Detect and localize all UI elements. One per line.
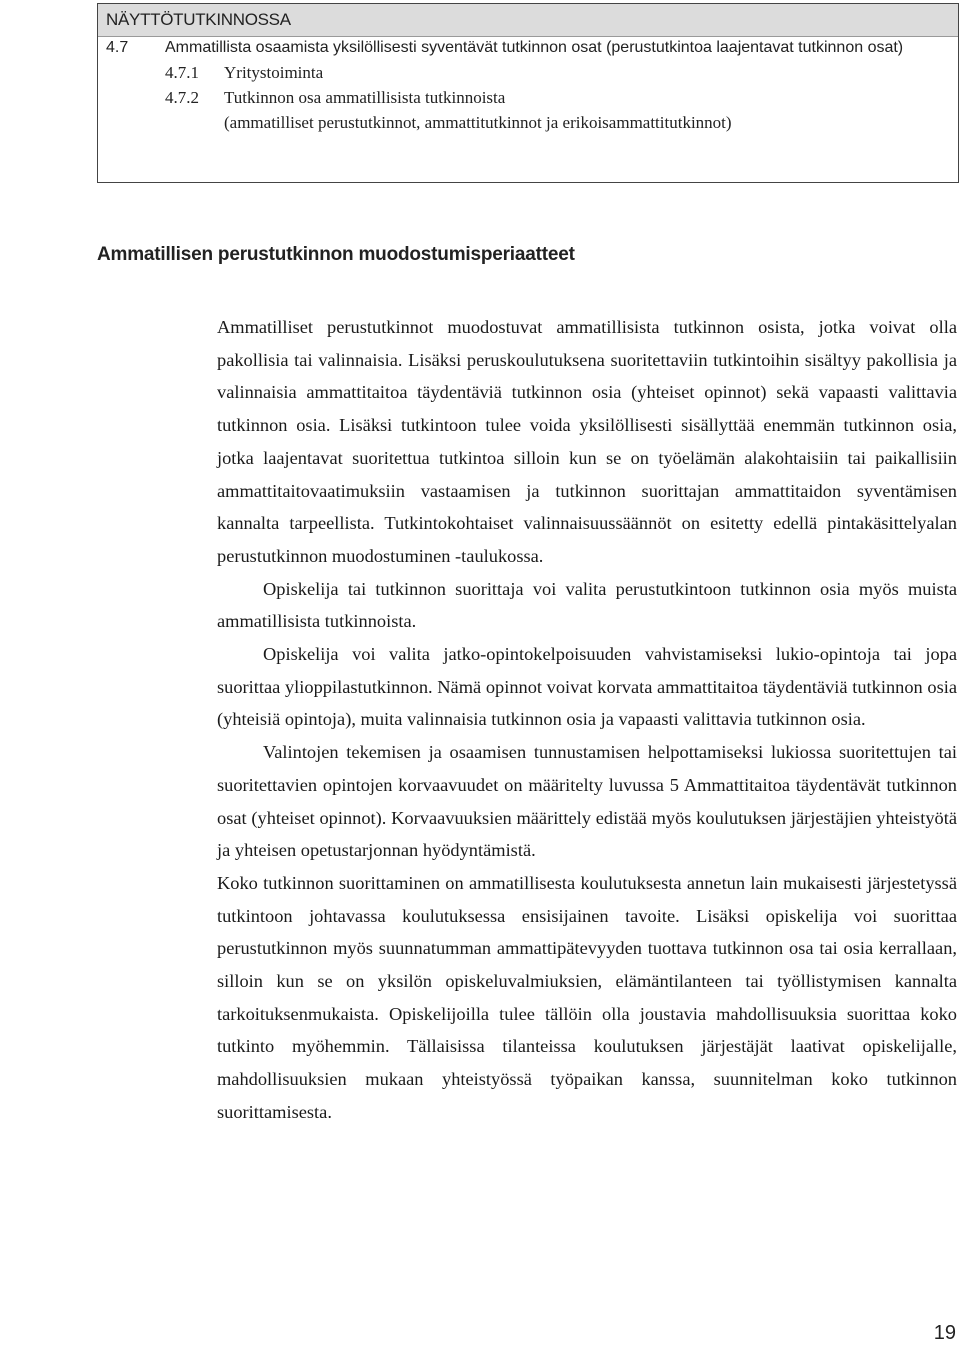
header-title-bar — [98, 4, 958, 37]
section-4-7-title: Ammatillista osaamista yksilöllisesti syventävät tutkinnon osat (perustutkintoa laajentavat tutkinnon osat) — [165, 39, 904, 56]
paragraph-4: Valintojen tekemisen ja osaamisen tunnustamisen helpottamiseksi lukiossa suoritettujen tai suoritettavien opintojen korvaavuudet on määritelty luvussa 5 Ammattitaitoa täydentävät tutkinnon osat (yhteiset opinnot). Korvaavuuksien määrittely edistää myös koulutuksen järjestäjien yhteistyötä ja yhteisen opetustarjonnan hyödyntämistä. — [217, 742, 957, 861]
section-4-7 — [106, 39, 903, 57]
section-4-7-number: 4.7 — [106, 39, 129, 56]
body-text — [217, 311, 957, 1129]
page-number: 19 — [933, 1322, 956, 1344]
section-4-7-1-title: Yritystoiminta — [224, 63, 324, 82]
section-4-7-1 — [165, 63, 323, 83]
paragraph-3: Opiskelija voi valita jatko-opintokelpoisuuden vahvistamiseksi lukio-opintoja tai jopa suorittaa ylioppilastutkinnon. Nämä opinnot voivat korvata ammattitaitoa täydentäviä tutkinnon osia (yhteisiä opintoja), muita valinnaisia tutkinnon osia ja vapaasti valittavia tutkinnon osia. — [217, 644, 957, 730]
paragraph-1: Ammatilliset perustutkinnot muodostuvat ammatillisista tutkinnon osista, jotka voivat olla pakollisia tai valinnaisia. Lisäksi peruskoulutuksena suoritettaviin tutkintoihin sisältyy pakollisia ja valinnaisia ammattitaitoa täydentäviä tutkinnon osia (yhteiset opinnot) sekä vapaasti valittavia tutkinnon osia. Lisäksi tutkintoon tulee voida yksilöllisesti sisällyttää enemmän tutkinnon osia, jotka laajentavat suoritettua tutkintoa silloin kun se on työelämän alakohtaisiin tai paikallisiin ammattitaitovaatimuksiin vastaamisen ja tutkinnon suorittajan ammattitaidon syventämisen kannalta tarpeellista. Tutkintokohtaiset valinnaisuussäännöt on esitetty edellä pintakäsittelyalan perustutkinnon muodostuminen -taulukossa. — [217, 317, 957, 566]
section-4-7-1-number: 4.7.1 — [165, 63, 199, 82]
section-heading: Ammatillisen perustutkinnon muodostumisperiaatteet — [97, 244, 575, 265]
section-4-7-2-title: Tutkinnon osa ammatillisista tutkinnoista — [224, 88, 506, 107]
header-title: NÄYTTÖTUTKINNOSSA — [106, 10, 291, 29]
section-4-7-2-number: 4.7.2 — [165, 88, 199, 107]
paragraph-5: Koko tutkinnon suorittaminen on ammatillisesta koulutuksesta annetun lain mukaisesti järjestetyssä tutkintoon johtavassa koulutuksessa ensisijainen tavoite. Lisäksi opiskelija voi suorittaa perustutkinnon myös suunnatumman ammattipätevyyden tuottava tutkinnon osa tai osia kerrallaan, silloin kun se on yksilön opiskeluvalmiuksien, elämäntilanteen tai työllistymisen kannalta tarkoituksenmukaista. Opiskelijoilla tulee tällöin olla joustavia mahdollisuuksia suorittaa koko tutkinto myöhemmin. Tällaisissa tilanteissa koulutuksen järjestäjät laativat opiskelijalle, mahdollisuuksien mukaan yhteistyössä työpaikan kanssa, suunnitelman koko tutkinnon suorittamisesta. — [217, 872, 957, 1122]
section-4-7-2-subtitle: (ammatilliset perustutkinnot, ammattitutkinnot ja erikoisammattitutkinnot) — [224, 113, 732, 132]
section-4-7-2 — [165, 88, 505, 108]
paragraph-2: Opiskelija tai tutkinnon suorittaja voi valita perustutkintoon tutkinnon osia myös muista ammatillisista tutkinnoista. — [217, 578, 957, 632]
